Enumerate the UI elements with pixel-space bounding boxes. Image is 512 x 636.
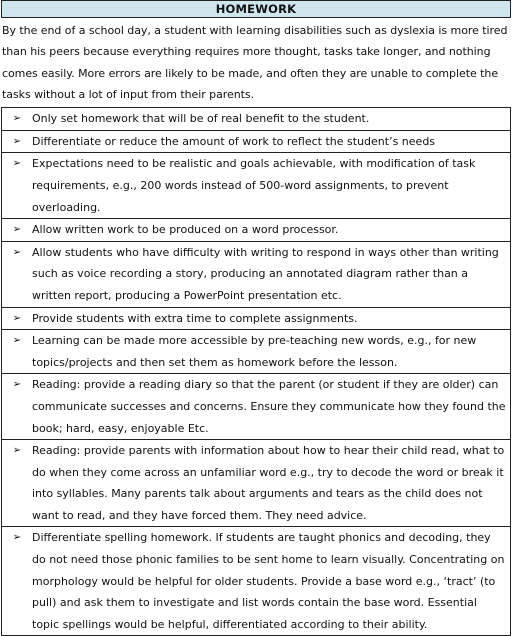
arrow-bullet-icon: ➢ (12, 224, 22, 236)
list-item-text: Reading: provide parents with information about how to hear their child read, what to do when they come across an unfamiliar word e.g., try to decode the word or break it into syllables. Many parents talk about arguments and tears as the child does not want to read, and they have forced them. They need advice. (32, 444, 505, 522)
arrow-bullet-icon: ➢ (12, 335, 22, 347)
intro-paragraph: By the end of a school day, a student with learning disabilities such as dyslexia is more tired than his peers because everything requires more thought, tasks take longer, and nothing comes easily. More errors are likely to be made, and often they are unable to complete the tasks without a lot of input from their parents. (2, 24, 508, 101)
list-item (1, 218, 511, 241)
list-item-text: Allow written work to be produced on a word processor. (32, 223, 339, 237)
list-item-text: Differentiate spelling homework. If students are taught phonics and decoding, they do not need those phonic families to be sent home to learn visually. Concentrating on morphology would be helpful for older students. Provide a base word e.g., ‘tract’ (to pull) and ask them to investigate and list words contain the base word. Essential topic spellings would be helpful, differentiated according to their ability. (32, 531, 505, 631)
list-item (1, 241, 511, 307)
list-item (1, 526, 511, 636)
homework-document (1, 0, 511, 636)
list-item-text: Allow students who have difficulty with writing to respond in ways other than writing such as voice recording a story, producing an annotated diagram rather than a written report, producing a PowerPoint presentation etc. (32, 245, 499, 302)
homework-strategies-list (1, 107, 511, 636)
list-item-text: Learning can be made more accessible by pre-teaching new words, e.g., for new topics/projects and then set them as homework before the lesson. (32, 334, 477, 369)
page-title: HOMEWORK (1, 0, 511, 18)
list-item-text: Differentiate or reduce the amount of work to reflect the student’s needs (32, 134, 436, 148)
list-item (1, 130, 511, 153)
list-item-text: Provide students with extra time to complete assignments. (32, 311, 358, 325)
list-item-text: Reading: provide a reading diary so that the parent (or student if they are older) can communicate successes and concerns. Ensure they communicate how they found the book; hard, easy, enjoyable Etc. (32, 378, 506, 435)
arrow-bullet-icon: ➢ (12, 445, 22, 457)
list-item-text: Only set homework that will be of real benefit to the student. (32, 112, 370, 126)
list-item (1, 152, 511, 218)
arrow-bullet-icon: ➢ (12, 246, 22, 258)
arrow-bullet-icon: ➢ (12, 135, 22, 147)
arrow-bullet-icon: ➢ (12, 312, 22, 324)
list-item (1, 307, 511, 330)
arrow-bullet-icon: ➢ (12, 113, 22, 125)
arrow-bullet-icon: ➢ (12, 532, 22, 544)
list-item (1, 439, 511, 526)
list-item (1, 329, 511, 373)
list-item (1, 373, 511, 439)
list-item-text: Expectations need to be realistic and goals achievable, with modification of task requirements, e.g., 200 words instead of 500-word assignments, to prevent overloading. (32, 157, 476, 214)
arrow-bullet-icon: ➢ (12, 158, 22, 170)
list-item (1, 107, 511, 130)
arrow-bullet-icon: ➢ (12, 379, 22, 391)
